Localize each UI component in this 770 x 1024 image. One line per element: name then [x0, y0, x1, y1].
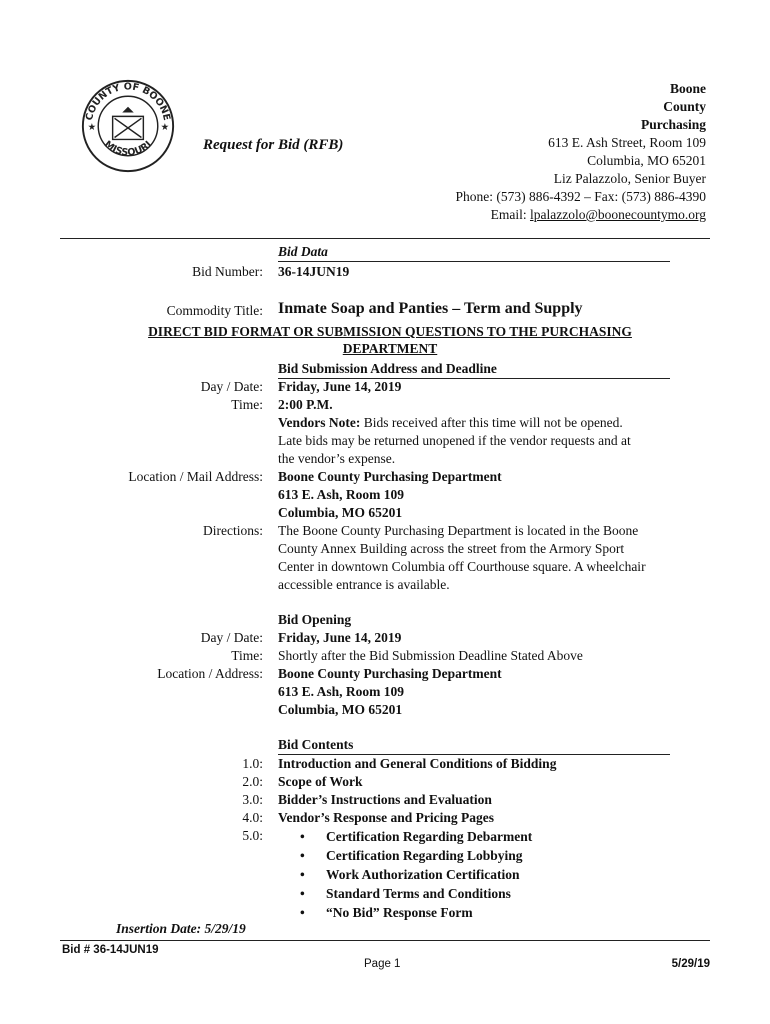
submission-day-value: Friday, June 14, 2019 [278, 379, 402, 394]
footer-bid-reference: Bid # 36-14JUN19 [62, 944, 159, 956]
agency-email-line [456, 206, 706, 224]
bullet-text: Standard Terms and Conditions [326, 886, 511, 901]
agency-buyer: Liz Palazzolo, Senior Buyer [553, 171, 706, 186]
list-item [300, 865, 532, 884]
opening-location-line-1: Boone County Purchasing Department [278, 666, 502, 681]
footer-page-number: Page 1 [364, 958, 401, 970]
county-seal-logo [80, 78, 176, 174]
directions-text: The Boone County Purchasing Department is located in the Boone County Annex Building across the street from the Armory Sport Center in downtown Columbia off Courthouse square. A wheelchair accessible entrance is available. [278, 523, 646, 592]
footer-date: 5/29/19 [671, 958, 710, 970]
opening-time-value: Shortly after the Bid Submission Deadline Stated Above [278, 648, 583, 663]
header-divider [60, 238, 710, 239]
bullet-text: “No Bid” Response Form [326, 905, 473, 920]
bid-number-value: 36-14JUN19 [278, 264, 350, 279]
direct-questions-line-1: DIRECT BID FORMAT OR SUBMISSION QUESTIONS TO THE PURCHASING [148, 324, 632, 339]
contents-num-3: 3.0: [242, 792, 263, 807]
svg-text:★: ★ [160, 121, 170, 133]
direct-questions-line-2: DEPARTMENT [342, 341, 438, 356]
contents-num-4: 4.0: [242, 810, 263, 825]
location-line-2: 613 E. Ash, Room 109 [278, 487, 405, 502]
bullet-text: Work Authorization Certification [326, 867, 520, 882]
svg-text:MISSOURI: MISSOURI [102, 138, 155, 159]
submission-day-label: Day / Date: [200, 379, 263, 394]
list-item [300, 846, 532, 865]
agency-name-line-2: County [663, 99, 706, 114]
agency-name-line-1: Boone [669, 81, 706, 96]
commodity-label: Commodity Title: [166, 303, 263, 318]
location-label: Location / Mail Address: [128, 469, 263, 484]
opening-location-line-2: 613 E. Ash, Room 109 [278, 684, 405, 699]
contents-item-4: Vendor’s Response and Pricing Pages [278, 810, 495, 825]
location-line-3: Columbia, MO 65201 [278, 505, 403, 520]
contents-num-5: 5.0: [242, 828, 263, 843]
direct-questions-notice [110, 323, 670, 357]
agency-address-2: Columbia, MO 65201 [587, 153, 706, 168]
contents-heading: Bid Contents [278, 736, 670, 755]
svg-text:COUNTY OF BOONE: COUNTY OF BOONE [83, 81, 173, 122]
opening-location-line-3: Columbia, MO 65201 [278, 702, 403, 717]
footer-divider [60, 940, 710, 941]
opening-heading: Bid Opening [278, 612, 352, 627]
vendors-note-label: Vendors Note: [278, 415, 361, 430]
email-label: Email: [490, 207, 530, 222]
opening-day-label: Day / Date: [200, 630, 263, 645]
agency-name-line-3: Purchasing [640, 117, 706, 132]
list-item [300, 903, 532, 922]
email-link[interactable]: lpalazzolo@boonecountymo.org [529, 207, 706, 222]
opening-time-label: Time: [231, 648, 263, 663]
vendors-note-text: Bids received after this time will not be opened. Late bids may be returned unopened if the vendor requests and at the vendor’s expense. [278, 415, 631, 466]
list-item [300, 827, 532, 846]
submission-time-value: 2:00 P.M. [278, 397, 333, 412]
bullet-text: Certification Regarding Lobbying [326, 848, 523, 863]
contents-item-2: Scope of Work [278, 774, 363, 789]
commodity-value: Inmate Soap and Panties – Term and Supply [278, 300, 583, 317]
agency-address-1: 613 E. Ash Street, Room 109 [548, 135, 706, 150]
contents-item-3: Bidder’s Instructions and Evaluation [278, 792, 492, 807]
agency-phone: Phone: (573) 886-4392 – Fax: (573) 886-4390 [455, 189, 706, 204]
contents-item-1: Introduction and General Conditions of Bidding [278, 756, 557, 771]
vendors-note [278, 414, 648, 468]
list-item [300, 884, 532, 903]
location-line-1: Boone County Purchasing Department [278, 469, 502, 484]
document-title: Request for Bid (RFB) [203, 137, 344, 153]
contents-bullet-list [300, 827, 532, 922]
bullet-text: Certification Regarding Debarment [326, 829, 533, 844]
agency-block [456, 80, 706, 224]
bid-number-label: Bid Number: [192, 264, 263, 279]
insertion-date: Insertion Date: 5/29/19 [116, 921, 246, 936]
contents-num-2: 2.0: [242, 774, 263, 789]
directions-label: Directions: [203, 523, 263, 538]
bid-data-heading: Bid Data [278, 243, 670, 262]
opening-day-value: Friday, June 14, 2019 [278, 630, 402, 645]
opening-location-label: Location / Address: [157, 666, 263, 681]
submission-heading: Bid Submission Address and Deadline [278, 360, 670, 379]
submission-time-label: Time: [231, 397, 263, 412]
contents-num-1: 1.0: [242, 756, 263, 771]
svg-text:★: ★ [87, 121, 97, 133]
